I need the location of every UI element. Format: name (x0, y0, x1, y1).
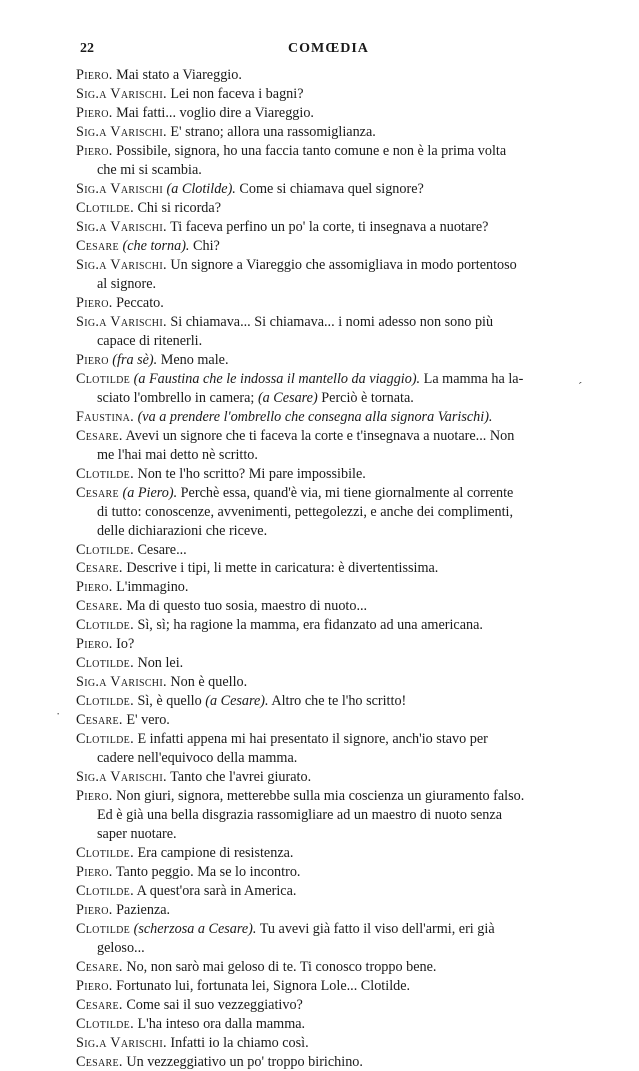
line-text: Meno male. (157, 351, 229, 368)
speaker-name: Clotilde. (76, 883, 134, 900)
dialogue-line (97, 807, 502, 824)
speaker-name: Sig.a Varischi. (76, 769, 167, 786)
line-text: Sì, è quello (133, 693, 206, 710)
stage-direction: (a Cesare) (257, 389, 318, 406)
dialogue-line (76, 731, 488, 748)
journal-title: COMŒDIA (288, 41, 369, 56)
dialogue-line (76, 636, 134, 653)
stage-direction: (che torna). (118, 237, 190, 254)
dialogue-line (76, 314, 493, 331)
line-text: al signore. (97, 275, 157, 292)
line-text: Sì, sì; ha ragione la mamma, era fidanzato ad una americana. (133, 617, 483, 634)
speaker-name: Piero. (76, 67, 113, 83)
stage-direction: (va a prendere l'ombrello che consegna alla signora Varischi). (134, 408, 493, 425)
dialogue-line (76, 238, 220, 255)
dialogue-line (76, 864, 300, 881)
speaker-name: Cesare. (76, 959, 123, 976)
line-text: Descrive i tipi, li mette in caricatura: è divertentissima. (122, 560, 439, 577)
speaker-name: Cesare. (76, 427, 123, 444)
line-text: Infatti io la chiamo così. (166, 1034, 309, 1051)
dialogue-line (76, 883, 296, 900)
speaker-name: Cesare. (76, 1053, 123, 1070)
speaker-name: Sig.a Varischi. (76, 674, 167, 691)
speaker-name: Clotilde. (76, 693, 134, 710)
line-text: E infatti appena mi hai presentato il signore, anch'io stavo per (133, 731, 488, 748)
speaker-name: Piero (76, 351, 109, 368)
line-text: Tanto che l'avrei giurato. (166, 769, 312, 786)
speaker-name: Clotilde (76, 370, 131, 387)
dialogue-line (76, 1035, 309, 1052)
line-text: Non te l'ho scritto? Mi pare impossibile. (133, 465, 366, 482)
speaker-name: Piero. (76, 579, 113, 596)
dialogue-line (76, 902, 170, 919)
stage-direction: (a Piero). (118, 484, 178, 501)
line-text: geloso... (97, 940, 145, 957)
speaker-name: Cesare (76, 237, 119, 254)
line-text: che mi si scambia. (97, 161, 202, 178)
speaker-name: Sig.a Varischi. (76, 85, 167, 102)
dialogue-line (97, 940, 145, 957)
speaker-name: Clotilde. (76, 731, 134, 748)
dialogue-line (76, 788, 524, 805)
speaker-name: Faustina. (76, 408, 135, 425)
dialogue-line (76, 124, 376, 141)
line-text: Lei non faceva i bagni? (166, 85, 304, 102)
speaker-name: Cesare (76, 484, 119, 501)
speaker-name: Cesare. (76, 560, 123, 577)
speaker-name: Cesare. (76, 997, 123, 1014)
line-text: E' vero. (122, 712, 170, 729)
line-text: saper nuotare. (97, 826, 177, 843)
line-text: Non lei. (133, 655, 184, 672)
line-text: Ed è già una bella disgrazia rassomigliare ad un maestro di nuoto senza (97, 807, 502, 824)
line-text: No, non sarò mai geloso di te. Ti conosco troppo bene. (122, 959, 437, 976)
line-text: Come sai il suo vezzeggiativo? (122, 997, 303, 1014)
line-text: Tu avevi già fatto il viso dell'armi, eri già (256, 921, 495, 938)
dialogue-line (76, 105, 314, 122)
dialogue-line (76, 428, 514, 445)
line-text: cadere nell'equivoco della mamma. (97, 750, 298, 767)
line-text: Tanto peggio. Ma se lo incontro. (112, 864, 301, 881)
dialogue-line (97, 447, 258, 464)
line-text: sciato l'ombrello in camera; (97, 389, 258, 406)
dialogue-line (76, 219, 488, 236)
stage-direction: (a Clotilde). (162, 180, 236, 197)
line-text: La mamma ha la- (420, 370, 524, 387)
speaker-name: Piero. (76, 636, 113, 653)
line-text: Non giuri, signora, metterebbe sulla mia coscienza un giuramento falso. (112, 788, 525, 805)
speaker-name: Piero. (76, 902, 113, 919)
line-text: Chi? (189, 237, 220, 254)
line-text: Ti faceva perfino un po' la corte, ti insegnava a nuotare? (166, 218, 489, 235)
scan-mark: ´ (578, 379, 583, 394)
dialogue-line (97, 750, 297, 767)
dialogue-line (97, 504, 513, 521)
dialogue-line (76, 542, 187, 559)
line-text: Fortunato lui, fortunata lei, Signora Lole... Clotilde. (112, 978, 411, 995)
dialogue-line (76, 655, 183, 672)
stage-direction: (fra sè). (108, 351, 158, 368)
dialogue-line (97, 523, 267, 540)
line-text: Possibile, signora, ho una faccia tanto comune e non è la prima volta (112, 142, 507, 159)
line-text: me l'hai mai detto nè scritto. (97, 446, 258, 463)
line-text: Avevi un signore che ti faceva la corte e t'insegnava a nuotare... Non (122, 427, 515, 444)
stage-direction: (scherzosa a Cesare). (130, 921, 257, 938)
dialogue-line (76, 560, 438, 577)
speaker-name: Cesare. (76, 598, 123, 615)
dialogue-line (76, 181, 424, 198)
line-text: Perciò è tornata. (317, 389, 414, 406)
line-text: capace di ritenerli. (97, 332, 203, 349)
speaker-name: Piero. (76, 142, 113, 159)
line-text: Perchè essa, quand'è via, mi tiene giornalmente al corrente (177, 484, 514, 501)
line-text: Peccato. (112, 294, 164, 311)
speaker-name: Piero. (76, 864, 113, 881)
line-text: Non è quello. (166, 674, 248, 691)
line-text: Era campione di resistenza. (133, 845, 294, 862)
speaker-name: Piero. (76, 104, 113, 121)
dialogue-line (76, 143, 506, 160)
dialogue-line (76, 1016, 305, 1033)
line-text: delle dichiarazioni che riceve. (97, 522, 268, 539)
dialogue-line (76, 67, 242, 84)
speaker-name: Clotilde. (76, 617, 134, 634)
dialogue-line (76, 712, 170, 729)
dialogue-line (97, 276, 156, 293)
dialogue-line (76, 579, 188, 596)
line-text: Chi si ricorda? (133, 199, 221, 216)
line-text: di tutto: conoscenze, avvenimenti, pettegolezzi, e anche dei complimenti, (97, 503, 514, 520)
dialogue-line (76, 257, 517, 274)
page-number: 22 (80, 41, 94, 56)
stage-direction: (a Faustina che le indossa il mantello da viaggio). (130, 370, 421, 387)
speaker-name: Cesare. (76, 712, 123, 729)
speaker-name: Clotilde. (76, 465, 134, 482)
speaker-name: Clotilde. (76, 655, 134, 672)
dialogue-line (76, 845, 293, 862)
line-text: Un vezzeggiativo un po' troppo birichino. (122, 1053, 363, 1070)
speaker-name: Sig.a Varischi. (76, 1034, 167, 1051)
dialogue-line (97, 162, 202, 179)
dialogue-line (76, 86, 304, 103)
dialogue-line (76, 485, 513, 502)
speaker-name: Clotilde. (76, 199, 134, 216)
dialogue-line (76, 466, 366, 483)
dialogue-line (97, 826, 177, 843)
dialogue-line (76, 598, 367, 615)
dialogue-line (76, 617, 483, 634)
dialogue-line (76, 978, 410, 995)
speaker-name: Sig.a Varischi. (76, 256, 167, 273)
dialogue-line (76, 921, 495, 938)
speaker-name: Clotilde. (76, 1016, 134, 1032)
line-text: E' strano; allora una rassomiglianza. (166, 123, 376, 140)
dialogue-line (76, 371, 523, 388)
line-text: Altro che te l'ho scritto! (268, 693, 407, 710)
speaker-name: Clotilde. (76, 845, 134, 862)
dialogue-line (97, 390, 414, 407)
dialogue-line (76, 693, 406, 710)
line-text: Come si chiamava quel signore? (235, 180, 424, 197)
speaker-name: Sig.a Varischi (76, 180, 163, 197)
dialogue-line (76, 769, 311, 786)
dialogue-line (76, 200, 221, 217)
line-text: Mai fatti... voglio dire a Viareggio. (112, 104, 314, 121)
scan-mark: · (56, 706, 61, 721)
line-text: Cesare... (133, 541, 187, 558)
line-text: A quest'ora sarà in America. (133, 883, 297, 900)
speaker-name: Piero. (76, 978, 113, 995)
speaker-name: Piero. (76, 788, 113, 805)
speaker-name: Clotilde. (76, 541, 134, 558)
line-text: Si chiamava... Si chiamava... i nomi adesso non sono più (166, 313, 494, 330)
line-text: Mai stato a Viareggio. (112, 67, 242, 83)
speaker-name: Sig.a Varischi. (76, 218, 167, 235)
speaker-name: Piero. (76, 294, 113, 311)
speaker-name: Sig.a Varischi. (76, 313, 167, 330)
speaker-name: Sig.a Varischi. (76, 123, 167, 140)
dialogue-line (97, 333, 202, 350)
dialogue-line (76, 409, 492, 426)
line-text: L'ha inteso ora dalla mamma. (133, 1016, 306, 1032)
dialogue-line (76, 295, 164, 312)
speaker-name: Clotilde (76, 921, 131, 938)
dialogue-line (76, 997, 303, 1014)
line-text: L'immagino. (112, 579, 189, 596)
line-text: Io? (112, 636, 135, 653)
dialogue-line (76, 1054, 363, 1071)
dialogue-line (76, 352, 229, 369)
line-text: Ma di questo tuo sosia, maestro di nuoto... (122, 598, 368, 615)
dialogue-line (76, 674, 247, 691)
line-text: Un signore a Viareggio che assomigliava in modo portentoso (166, 256, 517, 273)
stage-direction: (a Cesare). (205, 693, 269, 710)
line-text: Pazienza. (112, 902, 171, 919)
dialogue-line (76, 959, 436, 976)
